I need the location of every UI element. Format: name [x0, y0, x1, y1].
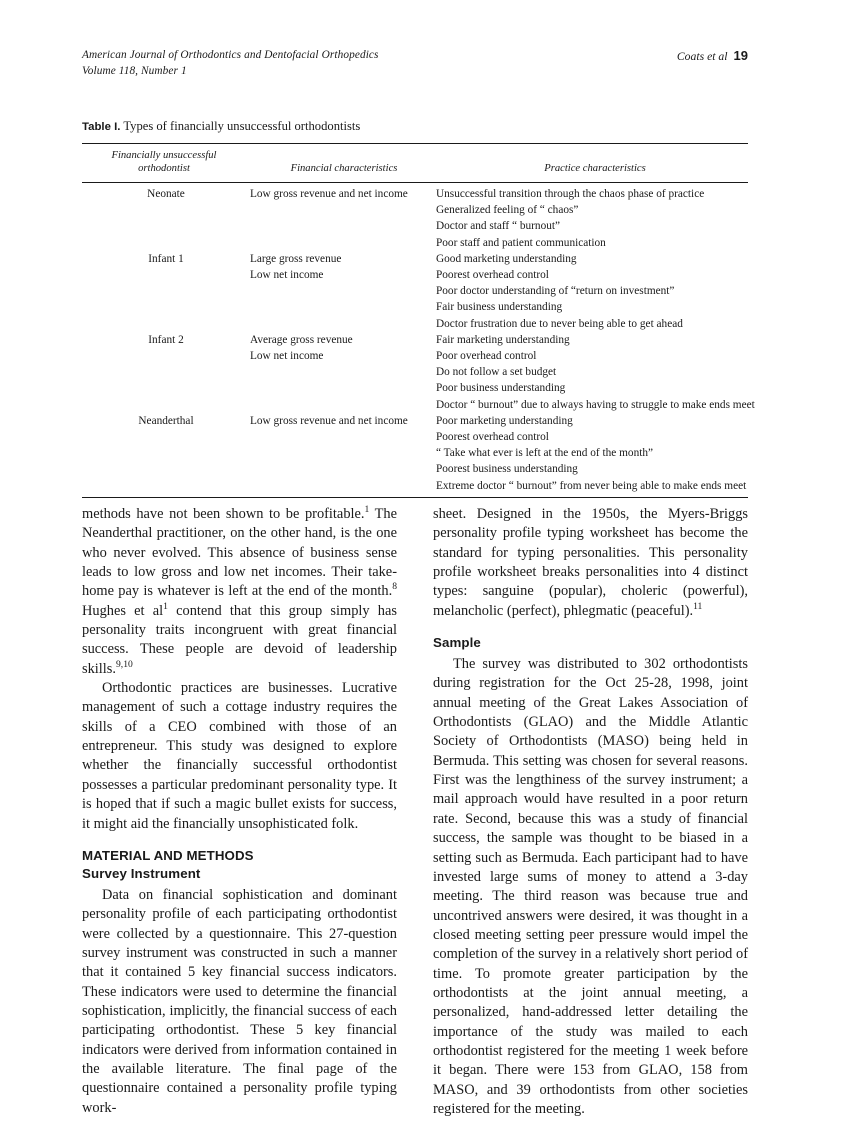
practice-line: Doctor frustration due to never being able to get ahead	[436, 317, 683, 330]
cell-financial	[250, 332, 436, 413]
financial-line: Low gross revenue and net income	[250, 188, 408, 200]
volume-issue: Volume 118, Number 1	[82, 64, 187, 77]
cell-practice	[436, 332, 755, 413]
reference-marker: 1	[163, 600, 168, 612]
running-head	[82, 48, 748, 79]
page-number: 19	[733, 48, 748, 63]
spacer	[82, 834, 397, 847]
header-type-line2: orthodontist	[138, 163, 190, 174]
paragraph-worksheet	[433, 505, 748, 621]
para-text: methods have not been shown to be profitable.	[82, 506, 365, 522]
cell-practice	[436, 413, 748, 494]
practice-line: Poor business understanding	[436, 382, 566, 395]
table-header-row	[82, 144, 748, 182]
practice-line: Poor marketing understanding	[436, 414, 573, 427]
financial-line: Low net income	[250, 350, 324, 363]
journal-title: American Journal of Orthodontics and Dentofacial Orthopedics	[82, 49, 379, 61]
header-cell-type	[82, 144, 250, 182]
running-head-left	[82, 48, 379, 79]
table-row	[82, 186, 748, 251]
header-type-line1: Financially unsuccessful	[111, 150, 217, 161]
table-body	[82, 183, 755, 497]
financial-line: Low gross revenue and net income	[250, 414, 408, 427]
table-rule-bottom	[82, 497, 748, 498]
cell-type: Infant 2	[148, 333, 184, 346]
table-data	[82, 144, 748, 182]
spacer	[433, 621, 748, 634]
cell-type: Neanderthal	[138, 414, 194, 427]
paragraph-survey-instrument: Data on financial sophistication and dominant personality profile of each participating orthodontist were collected by a questionnaire. This 27-question survey instrument was constructed in such a manner that it contained 5 key financial success indicators. These indicators were used to determine the financial sophistication, implicitly, the financial success of each participating orthodontist. These 5 key financial indicators were derived from information contained in the available literature. The final page of the questionnaire contained a personality profile typing work-	[82, 886, 397, 1116]
practice-line: Poorest overhead control	[436, 269, 549, 282]
practice-line: Poor doctor understanding of “return on investment”	[436, 285, 675, 298]
practice-line: Good marketing understanding	[436, 252, 577, 265]
table-row	[82, 251, 748, 332]
table-row	[82, 332, 748, 413]
paragraph-orthodontic-practices: Orthodontic practices are businesses. Lucrative management of such a cottage industry requires the skills of a CEO combined with those of an entrepreneur. This study was designed to explore whether the financially successful orthodontist possesses a particular predominant personality type. It is hoped that if such a magic bullet exists for success, it might aid the financially unsophisticated folk.	[82, 680, 397, 832]
table-caption-text: Types of financially unsuccessful orthodontists	[123, 119, 361, 133]
cell-type: Neonate	[147, 188, 185, 200]
table-label: Table I.	[82, 121, 121, 133]
practice-line: Doctor and staff “ burnout”	[436, 220, 561, 233]
financial-line: Low net income	[250, 269, 324, 282]
practice-line: Poorest overhead control	[436, 431, 549, 444]
cell-practice	[436, 186, 748, 251]
paragraph-sample: The survey was distributed to 302 orthodontists during registration for the Oct 25-28, 1998, joint annual meeting of the Great Lakes Association of Orthodontists (GLAO) and the Middle Atlantic Society of Orthodontists (MASO) being held in Bermuda. This setting was chosen for several reasons. First was the lengthiness of the survey instrument; a mail approach would have resulted in a poor return rate. Second, because this was a study of financial success, the sample was thought to be biased in a setting such as Bermuda. Each participant had to have invested large sums of money to attend a 3-day meeting. The third reason was because true and uncontrived answers were desired, it was thought in a closed meeting setting peer pressure would impel the completion of the survey in a relatively short period of time. To promote greater participation by the orthodontists at the joint annual meeting, a personalized, hand-addressed letter detailing the importance of the study was mailed to each orthodontist registered for the meeting 1 week before it began. There were 153 from GLAO, 158 from MASO, and 39 orthodontists from other societies registered for the meeting.	[433, 656, 748, 1117]
practice-line: Fair marketing understanding	[436, 333, 570, 346]
heading-sample: Sample	[433, 635, 481, 651]
authors-short: Coats et al	[676, 50, 728, 63]
reference-marker: 11	[693, 600, 703, 612]
cell-financial	[250, 413, 436, 494]
header-cell-financial: Financial characteristics	[290, 163, 398, 174]
reference-marker: 9,10	[116, 658, 133, 670]
para-text: Hughes et al	[82, 602, 164, 619]
table-body-table	[82, 183, 755, 497]
practice-line: Extreme doctor “ burnout” from never being able to make ends meet	[436, 479, 747, 492]
para-text: sheet. Designed in the 1950s, the Myers-Briggs personality profile typing worksheet has become the standard for typing personalities. This personality profile worksheet breaks personalities into 4 distinct types: sanguine (popular), choleric (powerful), melancholic (perfect), phlegmatic (peaceful).	[433, 506, 748, 619]
practice-line: Poor staff and patient communication	[436, 236, 606, 249]
para-text: The Neanderthal practitioner, on the other hand, is the one who never evolved. This absence of business sense leads to low gross and low net incomes. Their take-home pay is whatever is left at the end of the month.	[82, 506, 397, 600]
reference-marker: 1	[364, 504, 370, 516]
practice-line: Fair business understanding	[436, 301, 563, 314]
heading-material-and-methods: MATERIAL AND METHODS	[82, 847, 254, 863]
cell-financial	[250, 186, 436, 251]
practice-line: “ Take what ever is left at the end of the month”	[436, 447, 654, 460]
practice-line: Generalized feeling of “ chaos”	[436, 204, 579, 217]
financial-line: Large gross revenue	[250, 252, 342, 265]
table-block	[82, 118, 755, 498]
practice-line: Do not follow a set budget	[436, 366, 557, 379]
cell-type: Infant 1	[148, 252, 184, 265]
body-columns	[82, 505, 748, 1119]
left-column	[82, 505, 397, 1119]
running-head-right	[677, 48, 748, 63]
cell-financial	[250, 251, 436, 332]
practice-line: Poorest business understanding	[436, 463, 578, 476]
reference-marker: 8	[392, 581, 397, 593]
table-row	[82, 413, 748, 494]
practice-line: Poor overhead control	[436, 350, 537, 363]
practice-line: Unsuccessful transition through the chaos phase of practice	[436, 188, 705, 200]
paragraph-continued	[82, 505, 397, 679]
table-head	[82, 144, 748, 182]
table-caption	[82, 118, 748, 135]
para-text: contend that this group simply has personality traits incongruent with great financial success. These people are devoid of leadership skills.	[82, 602, 397, 677]
financial-line: Average gross revenue	[250, 333, 353, 346]
heading-survey-instrument: Survey Instrument	[82, 865, 201, 881]
practice-line: Doctor “ burnout” due to always having to struggle to make ends meet	[436, 398, 755, 411]
right-column	[433, 505, 748, 1119]
cell-practice	[436, 251, 748, 332]
header-cell-practice: Practice characteristics	[544, 163, 646, 174]
